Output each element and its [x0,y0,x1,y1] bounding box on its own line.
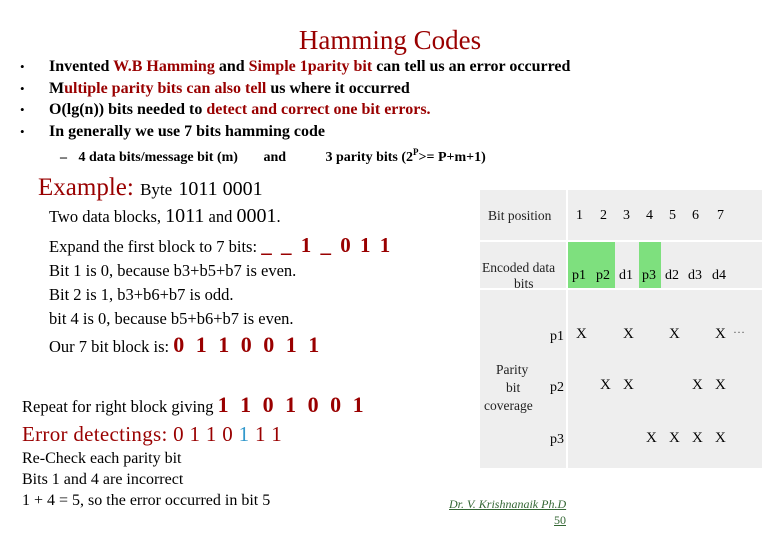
bullet-text: us where it occurred [266,79,410,97]
coverage-mark: X [600,377,611,393]
coverage-mark: X [692,377,703,393]
line-text: Expand the first block to 7 bits: [49,237,262,256]
bullet-text: Invented [49,58,114,75]
coverage-mark: X [715,430,726,446]
two-blocks-line [49,204,281,229]
encoded-cell: d1 [619,268,633,283]
position-cell: 2 [600,208,607,223]
line-text: Our 7 bit block is: [49,337,174,356]
encoded-cell: p1 [572,268,586,283]
divider [566,190,568,468]
bullet-icon: • [20,123,25,139]
encoded-data-label: Encoded data [482,260,556,275]
bit1-line: Bit 1 is 0, because b3+b5+b7 is even. [49,261,297,280]
page-number: 50 [554,513,566,527]
position-cell: 5 [669,208,676,223]
sub-bullet-text: 3 parity bits (2 [325,149,414,165]
author-link[interactable]: Dr. V. Krishnanaik Ph.D [449,497,567,511]
coverage-mark: X [623,377,634,393]
expand-value: _ _ 1 _ 0 1 1 [261,233,393,257]
our-block-value: 0 1 1 0 0 1 1 [173,332,323,357]
line-text: . [276,207,281,226]
superscript: P [413,147,419,157]
coverage-mark: X [623,326,634,342]
coverage-label: coverage [484,398,533,413]
coverage-label: Parity [496,362,529,377]
recheck-line: Bits 1 and 4 are incorrect [22,471,184,488]
bullet-highlight: W.B Hamming [113,58,215,75]
bullet-text: O(lg(n)) bits needed to [49,101,207,118]
coverage-mark: X [669,430,680,446]
encoded-data-label: bits [514,276,534,291]
encoded-cell: d3 [688,268,702,283]
coverage-mark: X [715,377,726,393]
recheck-line: 1 + 4 = 5, so the error occurred in bit 5 [22,492,271,509]
encoded-cell: d2 [665,268,679,283]
bit2-line: Bit 2 is 1, b3+b6+b7 is odd. [49,285,234,304]
bullet-icon: • [20,80,25,96]
divider [480,240,762,242]
expand-line [49,233,392,259]
encoded-cell: d4 [712,268,726,283]
coverage-label: bit [506,380,521,395]
line-text: Two data blocks, [49,207,166,226]
coverage-mark: X [576,326,587,342]
ellipsis-icon: … [733,322,745,336]
coverage-mark: X [646,430,657,446]
coverage-mark: X [669,326,680,342]
block-value: 0001 [236,205,277,227]
sub-bullet-text: 4 data bits/message bit (m) [78,149,238,165]
dash-icon: – [60,149,67,165]
sub-bullet-text: and [263,149,287,165]
hamming-table [480,190,762,468]
position-cell: 1 [576,208,583,223]
byte-word: Byte [140,180,173,199]
position-cell: 6 [692,208,699,223]
error-line [22,420,282,448]
line-text: and [204,207,237,226]
coverage-mark: X [692,430,703,446]
bullet-icon: • [20,59,25,74]
bullet-icon: • [20,102,25,117]
repeat-value: 1 1 0 1 0 0 1 [217,392,367,417]
repeat-line [22,392,367,420]
our-block-line [49,333,322,359]
encoded-cell: p2 [596,268,610,283]
parity-row-label: p1 [550,329,564,344]
parity-row-label: p2 [550,380,564,395]
recheck-block [22,448,270,511]
block-value: 1011 [165,205,205,227]
bit-position-label: Bit position [488,208,552,223]
line-text: Repeat for right block giving [22,397,218,416]
example-heading [38,172,263,206]
sub-bullet-text: >= P+m+1) [418,149,486,165]
bullet-highlight: Simple 1parity bit [248,58,373,75]
parity-row-label: p3 [550,432,564,447]
bullet-text: M [49,79,65,97]
line-text: Error detectings: 0 1 1 0 [22,422,239,446]
bullet-text: In generally we use 7 bits hamming code [49,122,325,140]
bullet-highlight: detect and correct one bit errors. [206,101,431,118]
byte-value: 1011 0001 [178,178,263,200]
encoded-cell: p3 [642,268,656,283]
bullet-text: and [214,58,249,75]
coverage-mark: X [715,326,726,342]
bullet-highlight: ultiple parity bits can also tell [64,79,267,97]
position-cell: 7 [717,208,724,223]
line-text: 1 1 [249,422,283,446]
recheck-line: Re-Check each parity bit [22,450,182,467]
sub-bullet [60,142,486,168]
bit4-line: bit 4 is 0, because b5+b6+b7 is even. [49,309,294,328]
error-bit: 1 [238,422,250,446]
example-label: Example: [38,174,134,201]
page-title: Hamming Codes [298,25,482,55]
bullet-text: can tell us an error occurred [372,58,571,75]
position-cell: 3 [623,208,630,223]
position-cell: 4 [646,208,653,223]
